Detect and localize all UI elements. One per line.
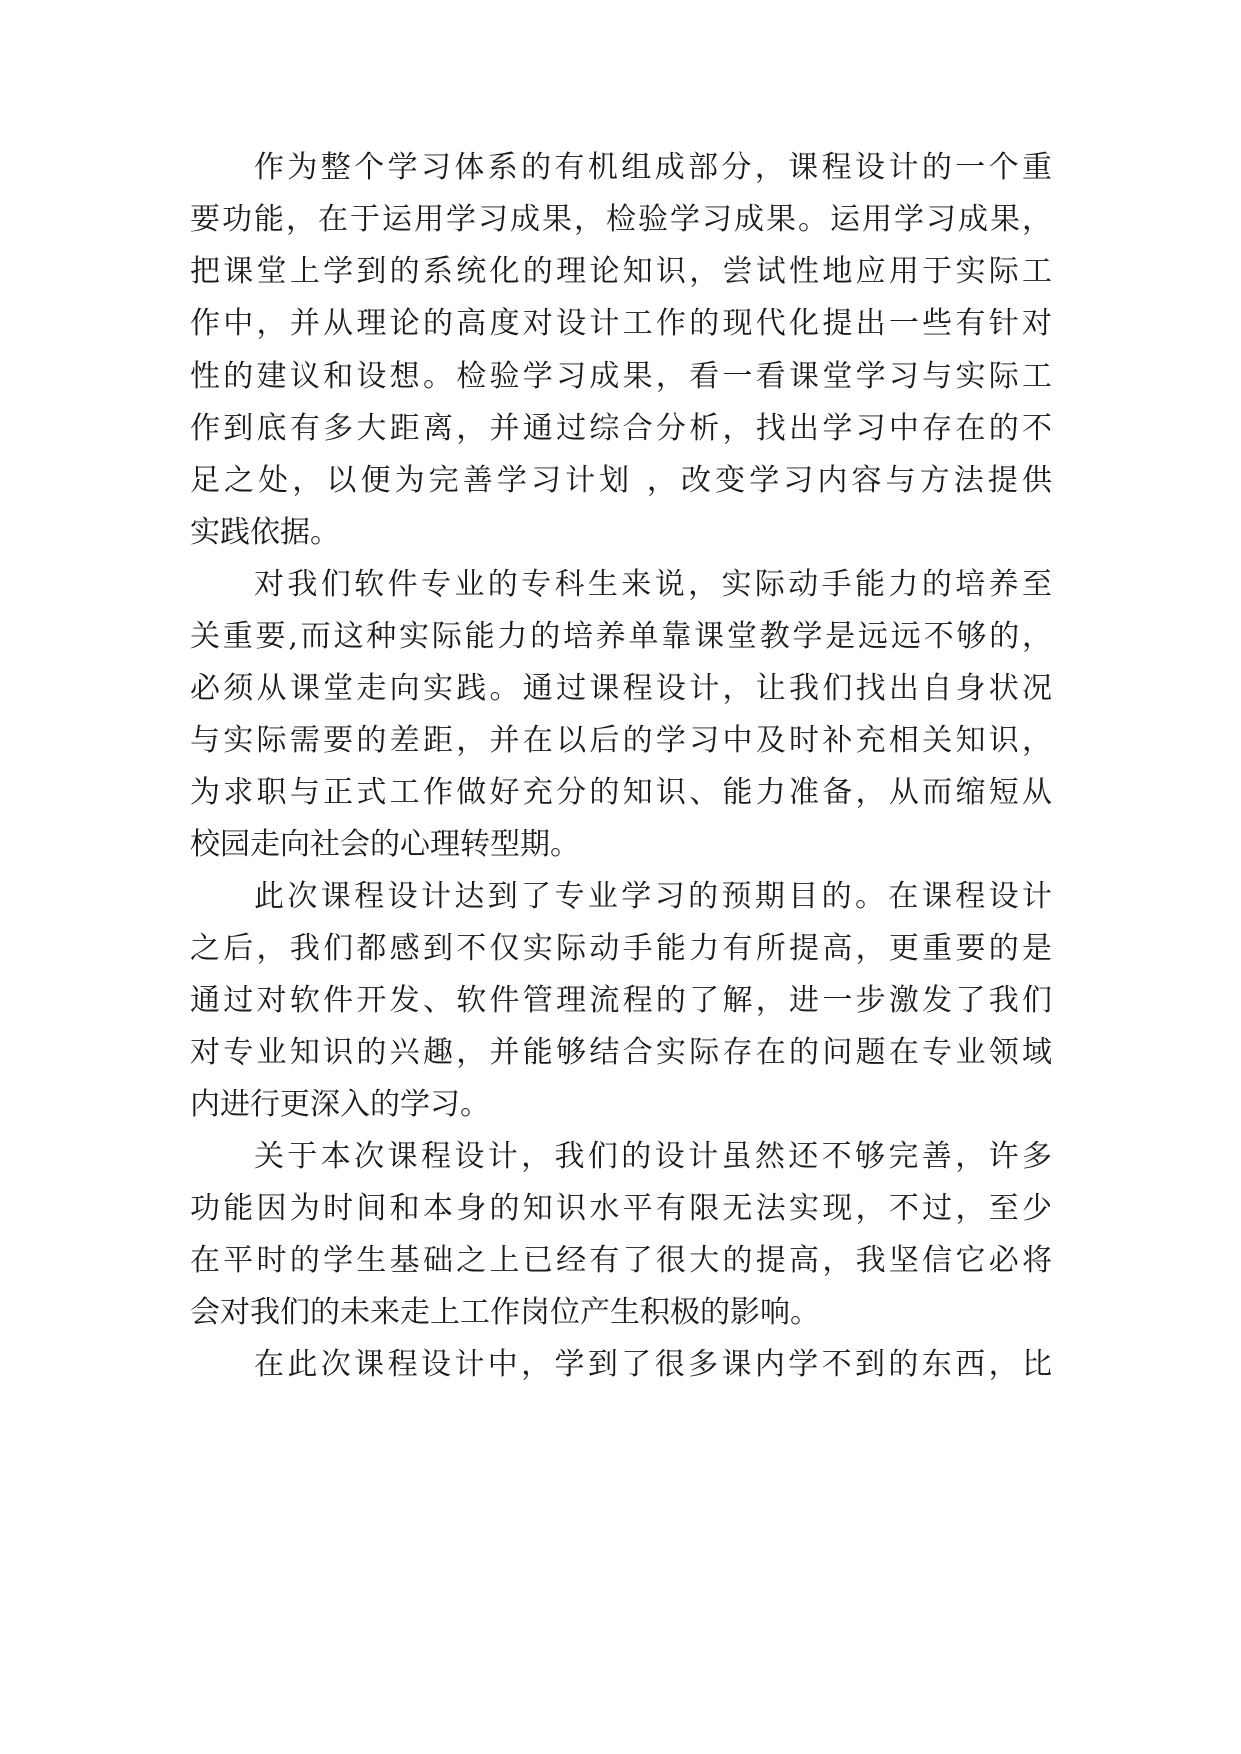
text-line: 要功能，在于运用学习成果，检验学习成果。运用学习成果， — [190, 202, 1052, 237]
text-line: 之后，我们都感到不仅实际动手能力有所提高，更重要的是 — [190, 931, 1052, 966]
text-line: 功能因为时间和本身的知识水平有限无法实现，不过，至少 — [190, 1191, 1052, 1226]
text-line: 在此次课程设计中，学到了很多课内学不到的东西，比 — [254, 1347, 1052, 1382]
text-line: 此次课程设计达到了专业学习的预期目的。在课程设计 — [254, 879, 1052, 914]
text-line: 内进行更深入的学习。 — [190, 1087, 490, 1122]
text-line: 实践依据。 — [190, 515, 340, 550]
text-line: 把课堂上学到的系统化的理论知识，尝试性地应用于实际工 — [190, 254, 1052, 289]
text-line: 性的建议和设想。检验学习成果，看一看课堂学习与实际工 — [190, 359, 1052, 394]
text-line: 作为整个学习体系的有机组成部分，课程设计的一个重 — [254, 150, 1052, 185]
text-line: 必须从课堂走向实践。通过课程设计，让我们找出自身状况 — [190, 671, 1052, 706]
text-line: 作到底有多大距离，并通过综合分析，找出学习中存在的不 — [190, 411, 1052, 446]
text-line: 关重要,而这种实际能力的培养单靠课堂教学是远远不够的， — [190, 619, 1052, 654]
text-line: 校园走向社会的心理转型期。 — [190, 827, 580, 862]
text-line: 足之处，以便为完善学习计划 ，改变学习内容与方法提供 — [190, 463, 1052, 498]
text-line: 为求职与正式工作做好充分的知识、能力准备，从而缩短从 — [190, 775, 1052, 810]
text-line: 与实际需要的差距，并在以后的学习中及时补充相关知识， — [190, 723, 1052, 758]
text-line: 会对我们的未来走上工作岗位产生积极的影响。 — [190, 1295, 820, 1330]
text-line: 通过对软件开发、软件管理流程的了解，进一步激发了我们 — [190, 983, 1052, 1018]
text-line: 关于本次课程设计，我们的设计虽然还不够完善，许多 — [254, 1139, 1052, 1174]
text-line: 对我们软件专业的专科生来说，实际动手能力的培养至 — [254, 567, 1052, 602]
text-line: 对专业知识的兴趣，并能够结合实际存在的问题在专业领域 — [190, 1035, 1052, 1070]
text-line: 在平时的学生基础之上已经有了很大的提高，我坚信它必将 — [190, 1243, 1052, 1278]
text-line: 作中，并从理论的高度对设计工作的现代化提出一些有针对 — [190, 306, 1052, 341]
